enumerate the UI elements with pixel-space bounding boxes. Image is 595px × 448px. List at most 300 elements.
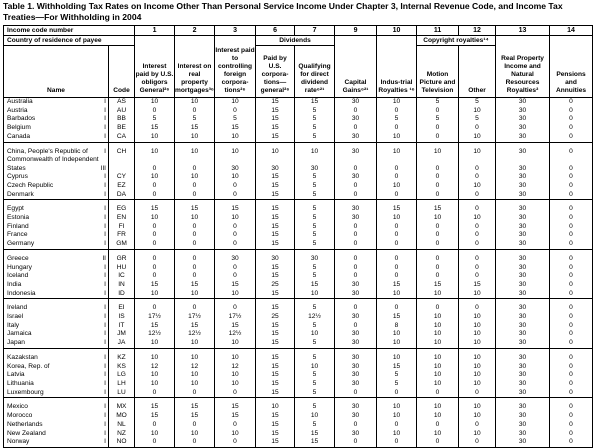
- rate-cell: 15: [256, 205, 295, 214]
- rate-cell: 0: [215, 191, 256, 200]
- country-code-cell: KZ: [109, 354, 135, 363]
- rate-cell: 15: [175, 322, 215, 331]
- rate-cell: 5: [377, 115, 417, 124]
- country-name-cell: [4, 231, 109, 240]
- rate-cell: 30: [496, 223, 550, 232]
- rate-cell: 30: [496, 430, 550, 439]
- country-code-cell: KS: [109, 363, 135, 372]
- rate-cell: 0: [377, 421, 417, 430]
- country-name: Austria: [7, 106, 28, 114]
- country-name: China, People's Republic of: [7, 147, 88, 155]
- rate-cell: 30: [496, 438, 550, 447]
- country-name: Egypt: [7, 205, 24, 213]
- table-row: [4, 223, 593, 232]
- table-row: [4, 107, 593, 116]
- rate-cell: 10: [215, 354, 256, 363]
- rate-cell: 0: [550, 115, 593, 124]
- country-name-cell: [4, 98, 109, 107]
- rate-cell: 30: [335, 330, 377, 339]
- country-mark: I: [104, 181, 106, 189]
- country-name-cell: [4, 371, 109, 380]
- rate-cell: 10: [459, 403, 496, 412]
- country-mark: I: [104, 362, 106, 370]
- rate-cell: 30: [256, 156, 295, 173]
- rate-cell: 30: [496, 272, 550, 281]
- country-code-cell: IC: [109, 272, 135, 281]
- rate-cell: 17½: [215, 313, 256, 322]
- rate-cell: 10: [135, 290, 175, 299]
- col-number: 14: [550, 26, 593, 36]
- rate-cell: 0: [550, 389, 593, 398]
- rate-cell: 0: [335, 438, 377, 447]
- country-code-cell: ID: [109, 290, 135, 299]
- country-name: Ireland: [7, 304, 28, 312]
- rate-cell: 0: [550, 231, 593, 240]
- rate-cell: 0: [417, 223, 459, 232]
- rate-cell: 30: [335, 354, 377, 363]
- rate-cell: 0: [550, 156, 593, 173]
- rate-cell: 0: [459, 223, 496, 232]
- col-number: 13: [496, 26, 550, 36]
- rate-cell: 30: [496, 281, 550, 290]
- rate-cell: 0: [550, 421, 593, 430]
- country-name: Greece: [7, 254, 29, 262]
- rate-cell: 5: [295, 214, 335, 223]
- country-code-cell: BE: [109, 124, 135, 133]
- rate-cell: 0: [459, 205, 496, 214]
- rate-cell: 10: [417, 330, 459, 339]
- rate-cell: 15: [377, 205, 417, 214]
- country-code-cell: LU: [109, 389, 135, 398]
- country-mark: I: [104, 438, 106, 446]
- rate-cell: 15: [256, 290, 295, 299]
- country-mark: I: [104, 429, 106, 437]
- country-name: Indonesia: [7, 289, 36, 297]
- rate-cell: 0: [459, 389, 496, 398]
- rate-cell: 0: [459, 264, 496, 273]
- table-row: [4, 124, 593, 133]
- country-name-cell: [4, 322, 109, 331]
- country-name-cell: [4, 430, 109, 439]
- rate-cell: 0: [335, 322, 377, 331]
- rate-cell: 0: [135, 107, 175, 116]
- country-name: Israel: [7, 313, 24, 321]
- rate-cell: 0: [550, 133, 593, 142]
- country-code-cell: FR: [109, 231, 135, 240]
- country-code-cell: EN: [109, 214, 135, 223]
- table-row: [4, 363, 593, 372]
- rate-cell: 0: [175, 223, 215, 232]
- country-mark: I: [104, 371, 106, 379]
- table-row: [4, 214, 593, 223]
- rate-cell: 0: [417, 182, 459, 191]
- rate-cell: 10: [459, 290, 496, 299]
- rate-cell: 30: [496, 421, 550, 430]
- country-name-cell: [4, 255, 109, 264]
- rate-cell: 15: [256, 339, 295, 348]
- col-number: 11: [417, 26, 459, 36]
- rate-cell: 0: [377, 240, 417, 249]
- rate-cell: 10: [135, 173, 175, 182]
- rate-cell: 30: [496, 380, 550, 389]
- rate-cell: 0: [215, 264, 256, 273]
- country-name: Mexico: [7, 403, 28, 411]
- rate-cell: 10: [215, 290, 256, 299]
- rate-cell: 10: [135, 133, 175, 142]
- rate-cell: 15: [295, 98, 335, 107]
- rate-cell: 0: [377, 223, 417, 232]
- rate-cell: 0: [550, 380, 593, 389]
- country-code-cell: IT: [109, 322, 135, 331]
- rate-cell: 10: [215, 98, 256, 107]
- rate-cell: 15: [215, 124, 256, 133]
- rate-cell: 0: [459, 421, 496, 430]
- country-name-cell: [4, 191, 109, 200]
- col-header: Paid by U.S. corpora-tions— general²⁶: [256, 46, 295, 98]
- rate-cell: 15: [377, 363, 417, 372]
- country-mark: I: [104, 272, 106, 280]
- rate-cell: 10: [135, 148, 175, 157]
- rate-cell: 30: [256, 255, 295, 264]
- country-mark: I: [104, 339, 106, 347]
- country-code-cell: LG: [109, 371, 135, 380]
- country-mark: I: [104, 240, 106, 248]
- rate-cell: 10: [215, 133, 256, 142]
- rate-cell: 10: [459, 380, 496, 389]
- country-mark: I: [104, 214, 106, 222]
- table-row: [4, 281, 593, 290]
- col-header: Qualifying for direct dividend rate⁶²¹: [295, 46, 335, 98]
- rate-cell: 0: [335, 124, 377, 133]
- table-row: [4, 231, 593, 240]
- col-header: Indus-trial Royalties ¹⁶: [377, 36, 417, 98]
- rate-cell: 10: [377, 403, 417, 412]
- rate-cell: 30: [335, 205, 377, 214]
- country-name-cell: [4, 214, 109, 223]
- rate-cell: 0: [550, 148, 593, 157]
- country-name: Australia: [7, 98, 33, 105]
- rate-cell: 10: [295, 363, 335, 372]
- rate-cell: 10: [417, 339, 459, 348]
- rate-cell: 15: [256, 304, 295, 313]
- country-name-cell: [4, 380, 109, 389]
- table-row: [4, 354, 593, 363]
- rate-cell: 0: [459, 124, 496, 133]
- col-number: 7: [295, 26, 335, 36]
- rate-cell: 0: [550, 371, 593, 380]
- rate-cell: 15: [256, 240, 295, 249]
- country-code-cell: [109, 156, 135, 173]
- rate-cell: 30: [215, 255, 256, 264]
- rate-cell: 5: [295, 264, 335, 273]
- rate-cell: 0: [550, 240, 593, 249]
- country-name-cell: [4, 133, 109, 142]
- table-header: [4, 26, 593, 98]
- rate-cell: 30: [496, 205, 550, 214]
- rate-cell: 0: [550, 412, 593, 421]
- rate-cell: 30: [496, 191, 550, 200]
- col-header: Pensions and Annuities: [550, 36, 593, 98]
- rate-cell: 10: [417, 148, 459, 157]
- rate-cell: 5: [295, 354, 335, 363]
- rate-cell: 30: [335, 214, 377, 223]
- rate-cell: 0: [417, 107, 459, 116]
- rate-cell: 10: [215, 430, 256, 439]
- rate-cell: 5: [215, 115, 256, 124]
- country-mark: I: [104, 379, 106, 387]
- rate-cell: 10: [377, 339, 417, 348]
- rate-cell: 0: [550, 214, 593, 223]
- rate-cell: 0: [459, 240, 496, 249]
- rate-cell: 30: [335, 148, 377, 157]
- rate-cell: 15: [215, 403, 256, 412]
- table-row: [4, 403, 593, 412]
- rate-cell: 0: [417, 304, 459, 313]
- col-header: Real Property Income and Natural Resources Royalties²: [496, 36, 550, 98]
- rate-cell: 0: [377, 156, 417, 173]
- col-number: 10: [377, 26, 417, 36]
- rate-cell: 15: [256, 272, 295, 281]
- rate-cell: 0: [550, 322, 593, 331]
- rate-cell: 10: [135, 380, 175, 389]
- rate-cell: 0: [550, 191, 593, 200]
- rate-cell: 30: [335, 339, 377, 348]
- col-header: Interest paid to controlling foreign corpora-tions²⁶: [215, 36, 256, 98]
- rate-cell: 0: [215, 107, 256, 116]
- rate-cell: 10: [135, 98, 175, 107]
- rate-cell: 0: [215, 182, 256, 191]
- rate-cell: 30: [496, 231, 550, 240]
- rate-cell: 15: [256, 371, 295, 380]
- rate-cell: 0: [377, 264, 417, 273]
- table-row: [4, 255, 593, 264]
- rate-cell: 0: [550, 363, 593, 372]
- rate-cell: 5: [295, 191, 335, 200]
- rate-cell: 0: [377, 272, 417, 281]
- table-row: [4, 115, 593, 124]
- rate-cell: 15: [295, 430, 335, 439]
- country-mark: I: [104, 280, 106, 288]
- rate-cell: 0: [417, 421, 459, 430]
- rate-cell: 0: [135, 223, 175, 232]
- rate-cell: 10: [417, 403, 459, 412]
- table-row: [4, 380, 593, 389]
- table-row: [4, 313, 593, 322]
- country-name-cell: [4, 240, 109, 249]
- country-name-cell: [4, 223, 109, 232]
- rate-cell: 30: [496, 115, 550, 124]
- country-mark: I: [104, 147, 106, 155]
- rate-cell: 10: [215, 380, 256, 389]
- rate-cell: 10: [135, 214, 175, 223]
- table-row: [4, 339, 593, 348]
- rate-cell: 5: [377, 371, 417, 380]
- rate-cell: 15: [256, 330, 295, 339]
- rate-cell: 0: [215, 438, 256, 447]
- rate-cell: 0: [135, 191, 175, 200]
- rate-cell: 0: [175, 255, 215, 264]
- rate-cell: 0: [175, 156, 215, 173]
- rate-cell: 12: [135, 363, 175, 372]
- country-code-cell: FI: [109, 223, 135, 232]
- rate-cell: 0: [459, 173, 496, 182]
- country-mark: I: [104, 205, 106, 213]
- rate-cell: 8: [377, 322, 417, 331]
- table-body: [4, 98, 593, 448]
- rate-cell: 0: [377, 173, 417, 182]
- country-name-cell: [4, 264, 109, 273]
- rate-cell: 30: [496, 304, 550, 313]
- name-col-header: Name: [4, 46, 109, 98]
- rate-cell: 0: [550, 173, 593, 182]
- rate-cell: 0: [175, 438, 215, 447]
- rate-cell: 0: [215, 421, 256, 430]
- rate-cell: 30: [335, 363, 377, 372]
- rate-cell: 0: [335, 156, 377, 173]
- country-code-cell: GR: [109, 255, 135, 264]
- rate-cell: 10: [215, 148, 256, 157]
- rate-cell: 30: [295, 255, 335, 264]
- country-name: Denmark: [7, 190, 34, 198]
- col-number: 2: [175, 26, 215, 36]
- col-header: Interest paid by U.S. obligors General²⁶: [135, 36, 175, 98]
- rate-cell: 15: [175, 205, 215, 214]
- rate-cell: 0: [175, 264, 215, 273]
- col-number: 1: [135, 26, 175, 36]
- rate-cell: 30: [335, 281, 377, 290]
- rate-cell: 5: [295, 231, 335, 240]
- rate-cell: 15: [256, 380, 295, 389]
- table-row: [4, 304, 593, 313]
- rate-cell: 0: [417, 272, 459, 281]
- country-mark: I: [104, 304, 106, 312]
- rate-cell: 10: [417, 313, 459, 322]
- table-row: [4, 182, 593, 191]
- rate-cell: 15: [215, 322, 256, 331]
- rate-cell: 10: [459, 133, 496, 142]
- rate-cell: 0: [175, 421, 215, 430]
- rate-cell: 0: [550, 223, 593, 232]
- rate-cell: 10: [459, 148, 496, 157]
- country-name-cell: [4, 173, 109, 182]
- rate-cell: 30: [295, 156, 335, 173]
- rate-cell: 0: [335, 182, 377, 191]
- rate-cell: 5: [295, 380, 335, 389]
- rate-cell: 10: [175, 98, 215, 107]
- country-mark: I: [104, 132, 106, 140]
- country-name-cell: [4, 412, 109, 421]
- rate-cell: 10: [417, 214, 459, 223]
- country-code-cell: EZ: [109, 182, 135, 191]
- country-mark: I: [104, 115, 106, 123]
- withholding-rates-table: [3, 25, 593, 448]
- country-name: Netherlands: [7, 420, 43, 428]
- country-mark: II: [102, 254, 106, 262]
- rate-cell: 10: [417, 363, 459, 372]
- table-row: [4, 133, 593, 142]
- country-mark: I: [104, 353, 106, 361]
- table-row: [4, 322, 593, 331]
- rate-cell: 30: [335, 98, 377, 107]
- rate-cell: 5: [295, 107, 335, 116]
- rate-cell: 10: [417, 430, 459, 439]
- rate-cell: 10: [175, 173, 215, 182]
- country-name: Italy: [7, 321, 20, 329]
- rate-cell: 0: [335, 389, 377, 398]
- rate-cell: 5: [295, 173, 335, 182]
- rate-cell: 30: [496, 173, 550, 182]
- rate-cell: 10: [377, 430, 417, 439]
- rate-cell: 30: [335, 133, 377, 142]
- rate-cell: 0: [135, 255, 175, 264]
- rate-cell: 10: [377, 354, 417, 363]
- rate-cell: 10: [417, 290, 459, 299]
- country-name: Latvia: [7, 371, 25, 379]
- rate-cell: 12: [175, 363, 215, 372]
- country-code-cell: NL: [109, 421, 135, 430]
- rate-cell: 0: [550, 124, 593, 133]
- rate-cell: 0: [335, 240, 377, 249]
- rate-cell: 5: [295, 133, 335, 142]
- rate-cell: 15: [256, 173, 295, 182]
- table-row: [4, 389, 593, 398]
- country-name-cell: [4, 107, 109, 116]
- country-code-cell: EI: [109, 304, 135, 313]
- rate-cell: 0: [215, 240, 256, 249]
- country-code-cell: BB: [109, 115, 135, 124]
- rate-cell: 5: [295, 205, 335, 214]
- rate-cell: 0: [135, 240, 175, 249]
- rate-cell: 10: [295, 412, 335, 421]
- rate-cell: 0: [417, 389, 459, 398]
- country-code-cell: AS: [109, 98, 135, 107]
- country-mark: I: [104, 124, 106, 132]
- rate-cell: 15: [256, 223, 295, 232]
- country-name-cell: [4, 124, 109, 133]
- rate-cell: 0: [417, 255, 459, 264]
- rate-cell: 5: [417, 98, 459, 107]
- rate-cell: 30: [496, 98, 550, 107]
- rate-cell: 0: [175, 389, 215, 398]
- rate-cell: 15: [295, 281, 335, 290]
- rate-cell: 0: [550, 354, 593, 363]
- country-code-cell: JM: [109, 330, 135, 339]
- rate-cell: 15: [417, 281, 459, 290]
- country-name-cell: [4, 205, 109, 214]
- country-code-cell: GM: [109, 240, 135, 249]
- rate-cell: 0: [377, 107, 417, 116]
- col-number: 9: [335, 26, 377, 36]
- rate-cell: 10: [175, 339, 215, 348]
- rate-cell: 0: [335, 304, 377, 313]
- rate-cell: 0: [417, 231, 459, 240]
- rate-cell: 10: [135, 371, 175, 380]
- table-row: [4, 173, 593, 182]
- rate-cell: 10: [459, 322, 496, 331]
- rate-cell: 30: [335, 313, 377, 322]
- rate-cell: 15: [256, 412, 295, 421]
- rate-cell: 0: [215, 272, 256, 281]
- rate-cell: 0: [550, 264, 593, 273]
- rate-cell: 15: [135, 281, 175, 290]
- rate-cell: 5: [295, 223, 335, 232]
- rate-cell: 0: [417, 124, 459, 133]
- rate-cell: 0: [175, 191, 215, 200]
- country-name: Cyprus: [7, 173, 28, 181]
- rate-cell: 30: [215, 156, 256, 173]
- rate-cell: 0: [135, 304, 175, 313]
- rate-cell: 0: [135, 156, 175, 173]
